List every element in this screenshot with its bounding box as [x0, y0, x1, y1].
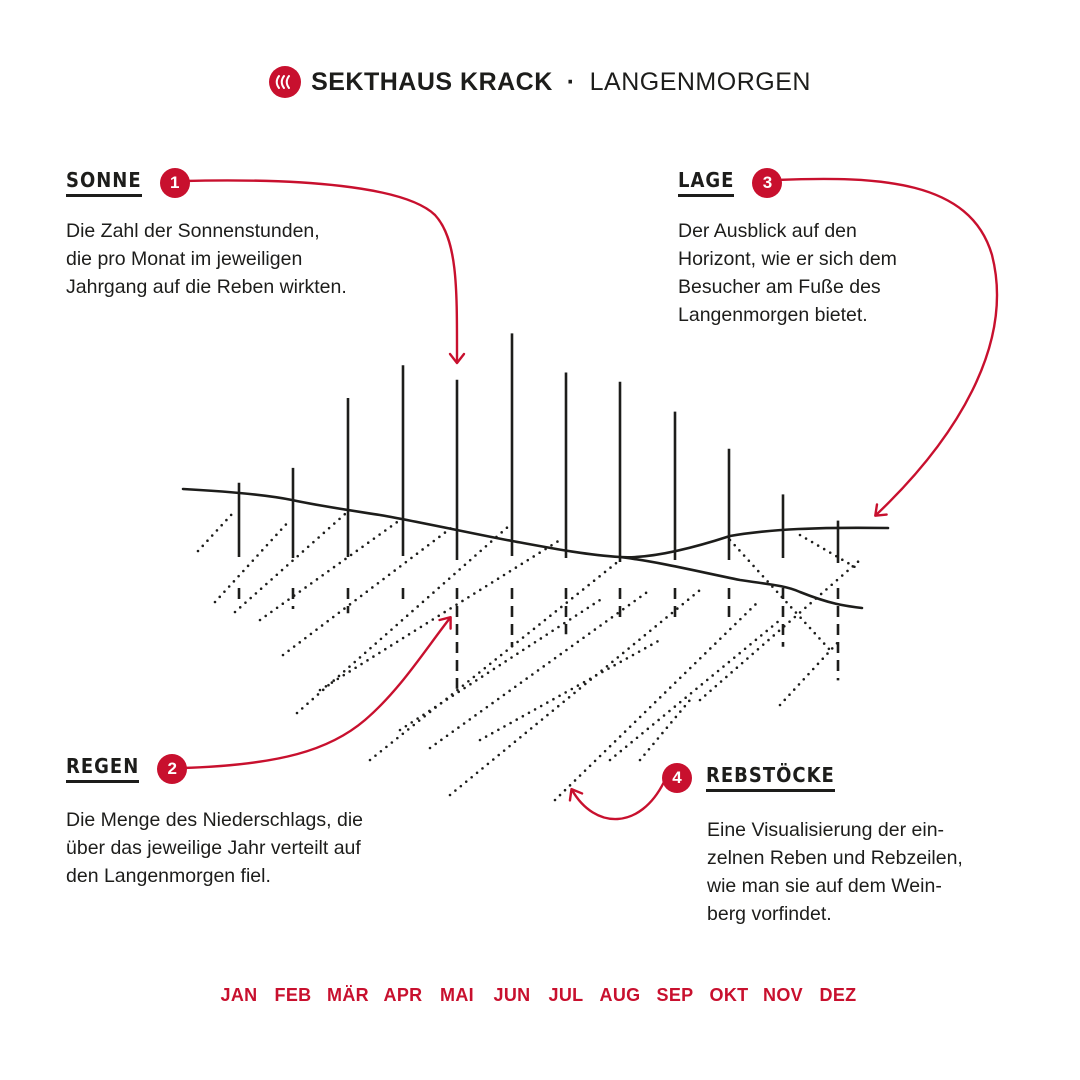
- month-label-sep: SEP: [656, 985, 694, 1005]
- vine-row: [198, 514, 232, 551]
- month-label-jul: JUL: [548, 985, 584, 1005]
- vine-row: [780, 640, 840, 705]
- rain-bars: [239, 588, 838, 689]
- desc-rebstoecke-line: zelnen Reben und Rebzeilen,: [707, 847, 963, 869]
- badge-3: 3: [752, 168, 782, 198]
- desc-lage-line: Horizont, wie er sich dem: [678, 248, 897, 270]
- desc-regen-line: den Langenmorgen fiel.: [66, 865, 271, 887]
- month-label-jan: JAN: [220, 985, 258, 1005]
- vine-row: [610, 620, 780, 760]
- desc-sonne-line: Jahrgang auf die Reben wirkten.: [66, 276, 347, 298]
- month-label-mär: MÄR: [327, 985, 369, 1005]
- vine-row: [430, 590, 650, 748]
- heading-sonne: [66, 168, 190, 198]
- month-label-okt: OKT: [709, 985, 749, 1005]
- vine-row: [283, 525, 455, 655]
- heading-lage: [678, 168, 782, 198]
- month-label-dez: DEZ: [819, 985, 857, 1005]
- desc-sonne-line: Die Zahl der Sonnenstunden,: [66, 220, 320, 242]
- heading-sonne-title: SONNE: [66, 169, 142, 197]
- vine-row: [480, 640, 660, 740]
- arrow-regen: [182, 618, 450, 768]
- vine-row: [370, 560, 620, 760]
- heading-rebstoecke: [662, 763, 835, 793]
- vine-row: [320, 540, 560, 690]
- month-label-jun: JUN: [493, 985, 531, 1005]
- heading-rebstoecke-title: REBSTÖCKE: [706, 764, 835, 792]
- header: [0, 66, 1080, 98]
- desc-regen-line: Die Menge des Niederschlags, die: [66, 809, 363, 831]
- desc-lage-line: Langenmorgen bietet.: [678, 304, 868, 326]
- heading-regen-title: REGEN: [66, 755, 139, 783]
- brand-name: SEKTHAUS KRACK: [311, 67, 553, 96]
- header-separator: ·: [566, 67, 576, 96]
- badge-4: 4: [662, 763, 692, 793]
- vine-row: [700, 560, 860, 700]
- vine-row: [800, 535, 860, 570]
- desc-rebstoecke-line: berg vorfindet.: [707, 903, 832, 925]
- badge-2: 2: [157, 754, 187, 784]
- month-label-feb: FEB: [274, 985, 312, 1005]
- desc-lage: [678, 217, 897, 329]
- vine-row: [235, 514, 345, 612]
- vine-row: [400, 600, 600, 730]
- vine-row: [215, 520, 290, 602]
- desc-regen: [66, 806, 363, 890]
- sekt-bubbles-icon: [269, 66, 301, 98]
- desc-lage-line: Der Ausblick auf den: [678, 220, 857, 242]
- desc-sonne: [66, 217, 347, 301]
- month-label-nov: NOV: [763, 985, 803, 1005]
- month-label-mai: MAI: [440, 985, 474, 1005]
- desc-regen-line: über das jeweilige Jahr verteilt auf: [66, 837, 361, 859]
- month-label-aug: AUG: [599, 985, 641, 1005]
- month-label-apr: APR: [383, 985, 423, 1005]
- desc-rebstoecke-line: Eine Visualisierung der ein-: [707, 819, 945, 841]
- vine-row: [730, 540, 830, 650]
- desc-lage-line: Besucher am Fuße des: [678, 276, 881, 298]
- place-name: LANGENMORGEN: [589, 67, 811, 96]
- arrow-rebstoecke: [572, 782, 664, 819]
- desc-sonne-line: die pro Monat im jeweiligen: [66, 248, 303, 270]
- desc-rebstoecke: [707, 816, 963, 928]
- badge-1: 1: [160, 168, 190, 198]
- heading-regen: [66, 754, 187, 784]
- vine-rows: [198, 514, 860, 800]
- horizon-line-front: [620, 557, 862, 608]
- heading-lage-title: LAGE: [678, 169, 734, 197]
- desc-rebstoecke-line: wie man sie auf dem Wein-: [707, 875, 942, 897]
